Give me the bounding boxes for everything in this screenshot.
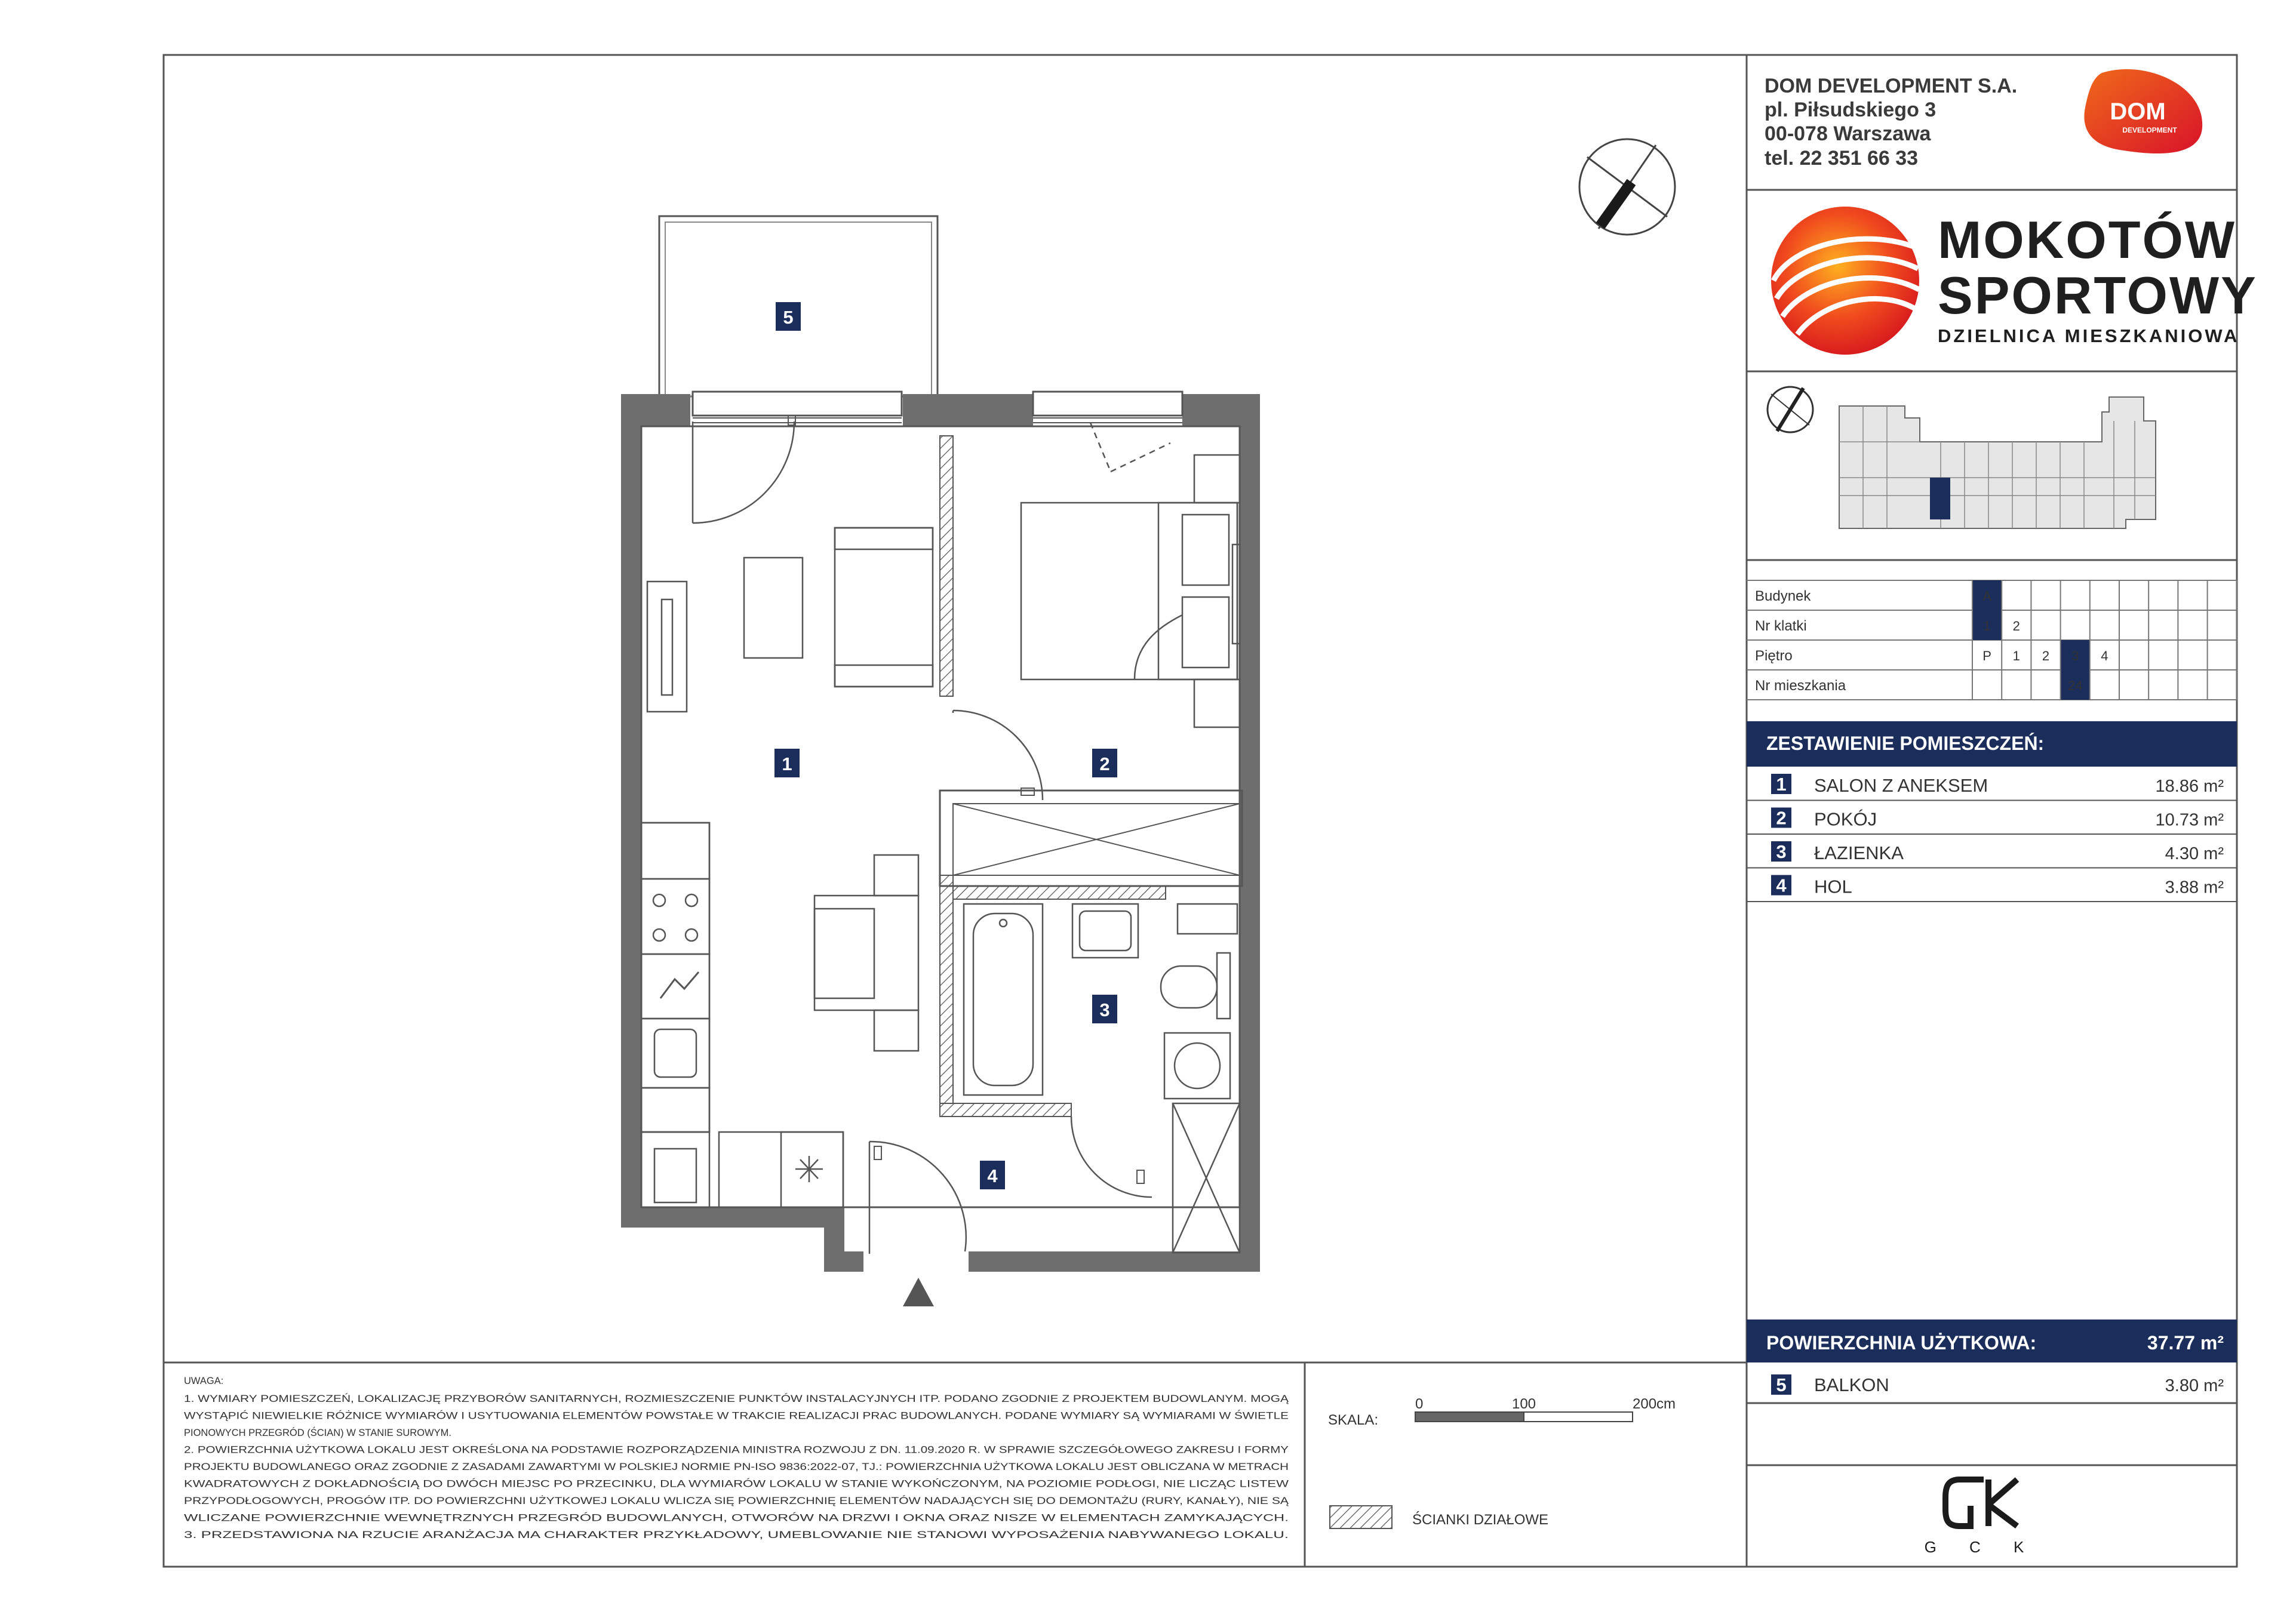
room-area: 3.88 m² bbox=[2165, 878, 2224, 897]
room-name: POKÓJ bbox=[1814, 808, 1877, 830]
room-area: 4.30 m² bbox=[2165, 844, 2224, 863]
plan-room-number: 4 bbox=[987, 1165, 998, 1186]
hatch-swatch bbox=[1330, 1506, 1392, 1528]
location-row-label: Nr mieszkania bbox=[1755, 678, 1846, 694]
company-info bbox=[1765, 75, 2017, 170]
scale-tick-100: 100 bbox=[1511, 1396, 1536, 1412]
gck-architect-logo bbox=[1925, 1480, 2039, 1556]
location-row-label: Budynek bbox=[1755, 588, 1811, 604]
room-number: 3 bbox=[1776, 841, 1787, 862]
location-cell: 3 bbox=[2071, 648, 2079, 663]
living-room-furniture bbox=[647, 528, 933, 1051]
balcony-area: 3.80 m² bbox=[2165, 1376, 2224, 1395]
balcony-row bbox=[1747, 1374, 2237, 1403]
legend-walls-label: ŚCIANKI DZIAŁOWE bbox=[1412, 1512, 1549, 1528]
room-name: ŁAZIENKA bbox=[1814, 842, 1904, 863]
company-address1: pl. Piłsudskiego 3 bbox=[1765, 99, 1937, 121]
fridge-icon bbox=[795, 1156, 823, 1182]
bathroom-fixtures bbox=[964, 904, 1240, 1253]
entrance-arrow-icon bbox=[903, 1278, 934, 1306]
balcony-num: 5 bbox=[1776, 1374, 1787, 1395]
note-line: PROJEKTU BUDOWLANEGO ORAZ ZGODNIE Z ZASADAMI ZAWARTYMI W POLSKIEJ NORMIE PN-ISO 9836:2022-07, TJ.: POWIERZCHNIA UŻYTKOWA LOKALU JEST OBLICZANA W METRACH bbox=[184, 1462, 1071, 1472]
north-arrow-icon bbox=[1579, 139, 1675, 235]
rooms-header: ZESTAWIENIE POMIESZCZEŃ: bbox=[1766, 733, 2045, 754]
gck-letters: G C K bbox=[1924, 1538, 2039, 1556]
scale-label: SKALA: bbox=[1328, 1412, 1379, 1428]
notes-block bbox=[184, 1376, 1289, 1540]
note-line: WLICZANE POWIERZCHNIE WEWNĘTRZNYCH PRZEGRÓD BUDOWLANYCH, OTWORÓW NA DRZWI I OKNA ORAZ NISZE W ELEMENTACH ZAMYKAJĄCYCH. bbox=[184, 1512, 918, 1524]
company-phone: tel. 22 351 66 33 bbox=[1765, 147, 1919, 170]
note-line: 2. POWIERZCHNIA UŻYTKOWA LOKALU JEST OKREŚLONA NA PODSTAWIE ROZPORZĄDZENIA MINISTRA ROZWOJU Z DN. 11.09.2020 R. W SPRAWIE SZCZEGÓŁOWEGO ZAKRESU I FORMY bbox=[184, 1444, 1072, 1456]
location-row-label: Piętro bbox=[1755, 648, 1793, 664]
location-row-label: Nr klatki bbox=[1755, 618, 1807, 634]
room-name: SALON Z ANEKSEM bbox=[1814, 775, 1988, 796]
note-line: KWADRATOWYCH Z DOKŁADNOŚCIĄ DO DWÓCH MIEJSC PO PRZECINKU, DLA WYMIARÓW LOKALU W STANIE WYKOŃCZONYM, NA POZIOMIE PODŁOGI, NIE LICZĄC LISTEW bbox=[184, 1478, 1009, 1490]
door-handles bbox=[788, 416, 1144, 1183]
project-subtitle: DZIELNICA MIESZKANIOWA bbox=[1938, 325, 2240, 346]
partition-wall-bath-west bbox=[940, 875, 953, 1116]
note-line: 1. WYMIARY POMIESZCZEŃ, LOKALIZACJĘ PRZYBORÓW SANITARNYCH, ROZMIESZCZENIE PUNKTÓW INSTALACYJNYCH ITP. PODANO ZGODNIE Z PROJEKTEM BUDOWLANYM. MOGĄ bbox=[184, 1394, 1056, 1404]
oven-icon bbox=[660, 972, 699, 998]
rooms-summary bbox=[1747, 721, 2237, 902]
location-cell: 2 bbox=[2012, 619, 2020, 633]
note-line: PIONOWYCH PRZEGRÓD (ŚCIAN) W STANIE SUROWYM. bbox=[184, 1428, 451, 1438]
room-area: 18.86 m² bbox=[2155, 777, 2224, 796]
dom-development-logo bbox=[2084, 69, 2202, 153]
room-number: 1 bbox=[1776, 774, 1787, 795]
location-cell: A bbox=[1982, 589, 1991, 604]
room-number: 4 bbox=[1776, 875, 1787, 896]
usable-area-label: POWIERZCHNIA UŻYTKOWA: bbox=[1766, 1332, 2037, 1354]
scale-tick-0: 0 bbox=[1415, 1396, 1424, 1412]
cooktop-icon bbox=[653, 894, 697, 941]
usable-area-value: 37.77 m² bbox=[2147, 1332, 2224, 1354]
site-key-plan bbox=[1768, 387, 2156, 528]
location-cell: 1 bbox=[2012, 648, 2020, 663]
location-table bbox=[1747, 560, 2237, 700]
highlighted-unit-marker bbox=[1930, 478, 1950, 519]
location-cell: 2 bbox=[2042, 648, 2050, 663]
kitchen bbox=[641, 823, 843, 1207]
company-address2: 00-078 Warszawa bbox=[1765, 122, 1931, 145]
company-name: DOM DEVELOPMENT S.A. bbox=[1765, 75, 2018, 97]
project-title2: SPORTOWY bbox=[1938, 266, 2258, 325]
partition-wall-salon-pokoj bbox=[940, 436, 953, 696]
note-line: WYSTĄPIĆ NIEWIELKIE RÓŻNICE WYMIARÓW I USYTUOWANIA ELEMENTÓW POWSTAŁE W TRAKCIE REALIZACJI PRAC BUDOWLANYCH. PODANE WYMIARY SĄ WYMIARAMI W ŚWIETLE bbox=[184, 1410, 1063, 1422]
scale-block bbox=[1328, 1396, 1676, 1428]
partition-wall-bath-north bbox=[953, 886, 1166, 899]
location-cell: P bbox=[1982, 648, 1991, 663]
usable-area-row bbox=[1747, 1320, 2237, 1362]
plan-room-number: 5 bbox=[783, 307, 794, 328]
scale-tick-200: 200cm bbox=[1633, 1396, 1676, 1412]
note-line: 3. PRZEDSTAWIONA NA RZUCIE ARANŻACJA MA CHARAKTER PRZYKŁADOWY, UMEBLOWANIE NIE STANOWI WYPOSAŻENIA NABYWANEGO LOKALU. bbox=[184, 1530, 892, 1540]
small-compass-icon bbox=[1768, 387, 1813, 432]
partition-wall-bath-south bbox=[940, 1103, 1071, 1116]
room-area: 10.73 m² bbox=[2155, 810, 2224, 830]
plan-room-number: 1 bbox=[782, 753, 792, 774]
balcony-name: BALKON bbox=[1814, 1374, 1889, 1395]
plan-room-number: 2 bbox=[1099, 753, 1110, 774]
room-name: HOL bbox=[1814, 876, 1852, 897]
project-title1: MOKOTÓW bbox=[1938, 210, 2237, 269]
location-cell: 24 bbox=[2067, 678, 2083, 693]
notes-title: UWAGA: bbox=[184, 1376, 224, 1386]
location-cell: 4 bbox=[2101, 648, 2108, 663]
dom-logo-subtext: DEVELOPMENT bbox=[2122, 126, 2177, 134]
legend-walls bbox=[1330, 1506, 1548, 1528]
mokotow-sportowy-logo bbox=[1771, 207, 2258, 355]
room-number: 2 bbox=[1776, 807, 1787, 829]
dom-logo-text: DOM bbox=[2110, 99, 2166, 125]
location-cell: 1 bbox=[1983, 619, 1991, 633]
floor-plan bbox=[621, 216, 1260, 1306]
bedroom-furniture bbox=[1021, 455, 1240, 727]
plan-room-number: 3 bbox=[1099, 999, 1110, 1020]
note-line: PRZYPODŁOGOWYCH, PROGÓW ITP. DO POWIERZCHNI UŻYTKOWEJ LOKALU WLICZA SIĘ POWIERZCHNIĘ ELEMENTÓW NADAJĄCYCH SIĘ DO DEMONTAŻU (RURY, KANAŁY), NIE SĄ bbox=[184, 1496, 1049, 1506]
doors bbox=[693, 422, 1170, 1254]
